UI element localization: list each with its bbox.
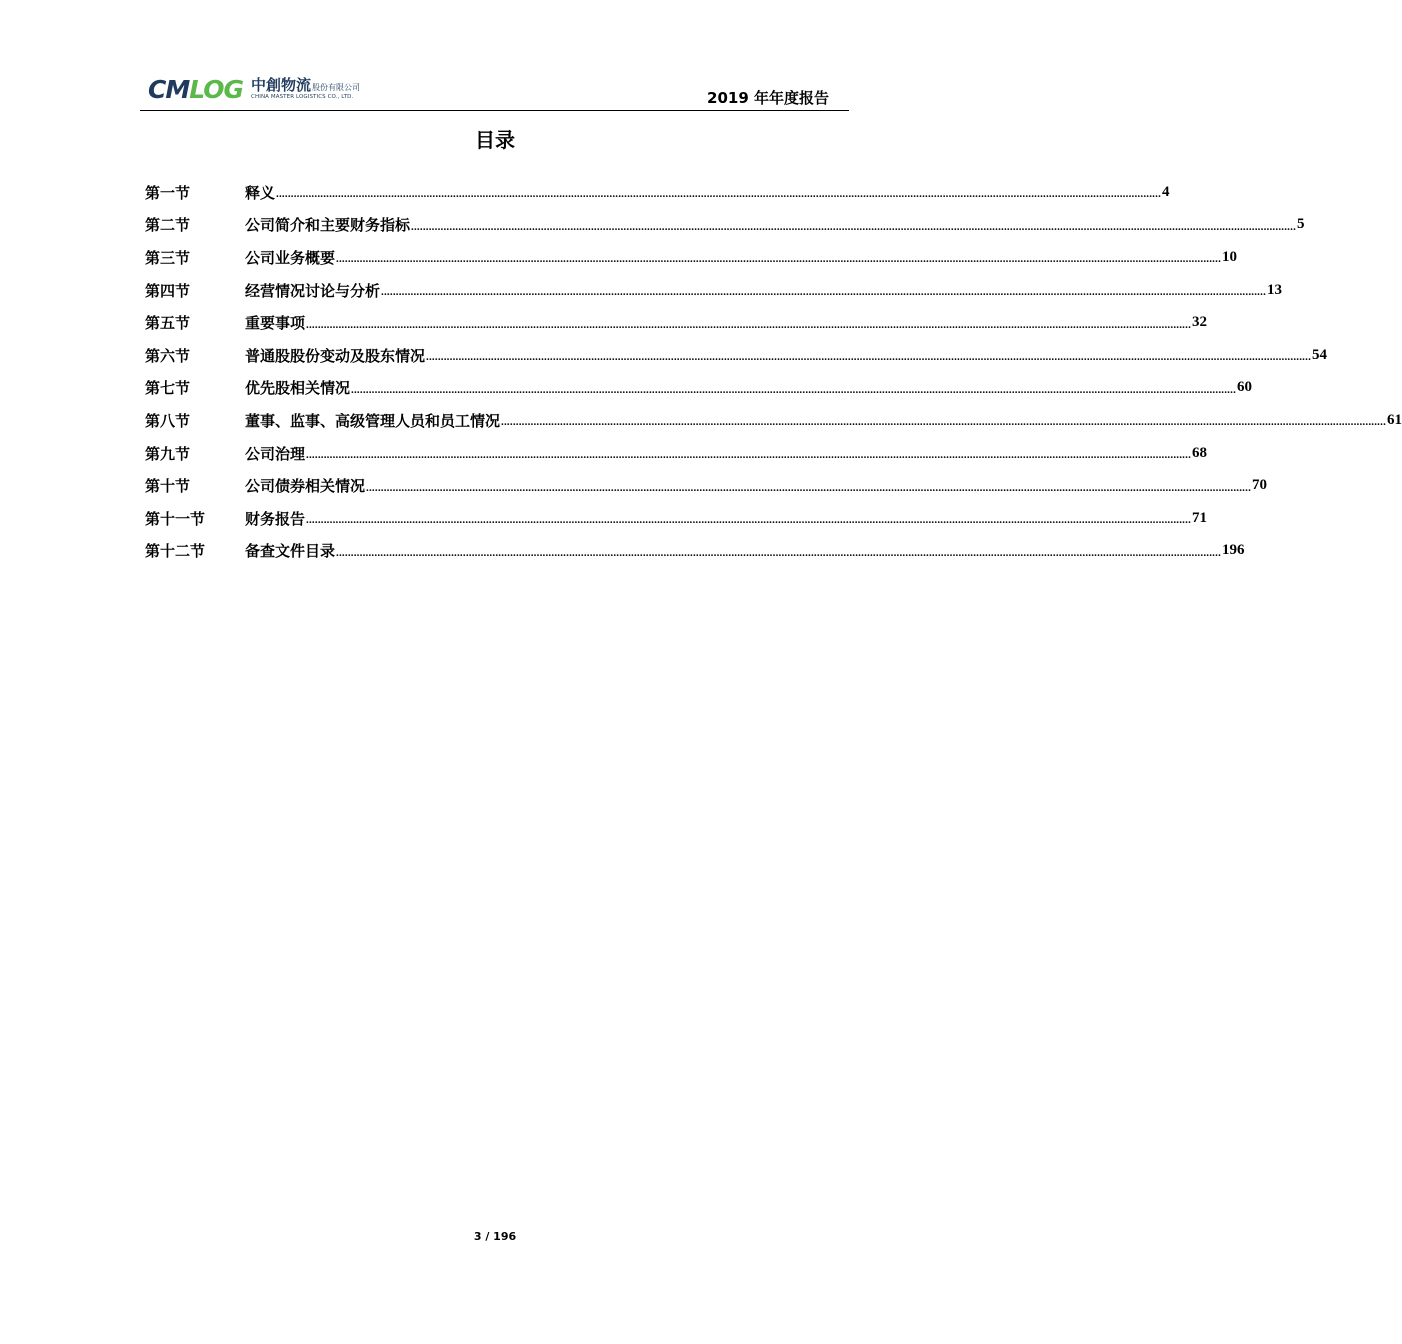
toc-page-number: 68 — [1192, 444, 1208, 461]
toc-section-number: 第三节 — [145, 248, 191, 267]
toc-dot-leader: ............................................................................................................................................................................................................................................................................................................ — [306, 449, 1192, 462]
toc-page-number: 70 — [1252, 477, 1268, 494]
toc-dot-leader: ............................................................................................................................................................................................................................................................................................................ — [306, 514, 1192, 527]
toc-entry[interactable] — [145, 437, 1208, 470]
toc-dot-leader: ............................................................................................................................................................................................................................................................................................................ — [426, 351, 1312, 364]
toc-dot-leader: ............................................................................................................................................................................................................................................................................................................ — [411, 220, 1297, 233]
toc-section-title: 备查文件目录 — [245, 542, 336, 561]
toc-page-number: 196 — [1222, 542, 1245, 559]
toc-section-title: 公司简介和主要财务指标 — [245, 216, 411, 235]
report-title: 2019 年年度报告 — [707, 89, 829, 107]
toc-section-title: 普通股股份变动及股东情况 — [245, 346, 426, 365]
toc-entry[interactable] — [145, 209, 1305, 242]
toc-page-number: 71 — [1192, 509, 1208, 526]
toc-dot-leader: ............................................................................................................................................................................................................................................................................................................ — [351, 383, 1237, 396]
company-logo — [148, 74, 360, 104]
toc-section-title: 公司业务概要 — [245, 248, 336, 267]
toc-section-title: 释义 — [245, 183, 276, 202]
toc-page-number: 61 — [1387, 411, 1402, 428]
toc-entry[interactable] — [145, 502, 1208, 535]
toc-section-number: 第八节 — [145, 411, 191, 430]
toc-section-number: 第十二节 — [145, 542, 206, 561]
toc-page-number: 4 — [1162, 183, 1170, 200]
toc-entry[interactable] — [145, 241, 1238, 274]
logo-english-name: CHINA MASTER LOGISTICS CO., LTD. — [251, 93, 354, 100]
toc-section-number: 第二节 — [145, 216, 191, 235]
toc-section-title: 经营情况讨论与分析 — [245, 281, 381, 300]
toc-section-number: 第五节 — [145, 314, 191, 333]
logo-chinese-name: 中創物流 — [251, 75, 312, 94]
toc-heading: 目录 — [475, 128, 515, 152]
toc-section-number: 第六节 — [145, 346, 191, 365]
toc-section-title: 公司治理 — [245, 444, 306, 463]
toc-dot-leader: ............................................................................................................................................................................................................................................................................................................ — [366, 481, 1252, 494]
toc-section-title: 董事、监事、高级管理人员和员工情况 — [245, 411, 501, 430]
toc-entry[interactable] — [145, 469, 1268, 502]
toc-dot-leader: ............................................................................................................................................................................................................................................................................................................ — [306, 318, 1192, 331]
table-of-contents — [145, 176, 1402, 567]
toc-section-number: 第一节 — [145, 183, 191, 202]
toc-entry[interactable] — [145, 404, 1402, 437]
toc-section-title: 公司债券相关情况 — [245, 477, 366, 496]
toc-page-number: 60 — [1237, 379, 1253, 396]
cmlog-logo-mark: CM LOG — [148, 74, 244, 104]
toc-section-title: 重要事项 — [245, 314, 306, 333]
toc-dot-leader: ............................................................................................................................................................................................................................................................................................................ — [336, 546, 1222, 559]
toc-page-number: 5 — [1297, 216, 1305, 233]
toc-dot-leader: ............................................................................................................................................................................................................................................................................................................ — [381, 286, 1267, 299]
toc-section-number: 第四节 — [145, 281, 191, 300]
page-number: 3 / 196 — [473, 1230, 517, 1243]
toc-entry[interactable] — [145, 535, 1245, 568]
toc-entry[interactable] — [145, 274, 1283, 307]
toc-section-number: 第七节 — [145, 379, 191, 398]
toc-dot-leader: ............................................................................................................................................................................................................................................................................................................ — [501, 416, 1387, 429]
toc-entry[interactable] — [145, 176, 1170, 209]
toc-section-number: 第十一节 — [145, 509, 206, 528]
toc-dot-leader: ............................................................................................................................................................................................................................................................................................................ — [336, 253, 1222, 266]
toc-section-title: 优先股相关情况 — [245, 379, 351, 398]
page-header — [140, 70, 849, 111]
toc-section-number: 第十节 — [145, 477, 191, 496]
toc-entry[interactable] — [145, 339, 1328, 372]
toc-section-title: 财务报告 — [245, 509, 306, 528]
toc-page-number: 32 — [1192, 314, 1208, 331]
logo-chinese-suffix: 股份有限公司 — [312, 82, 361, 92]
toc-page-number: 10 — [1222, 248, 1238, 265]
toc-entry[interactable] — [145, 306, 1208, 339]
logo-text — [251, 75, 361, 101]
toc-dot-leader: ............................................................................................................................................................................................................................................................................................................ — [276, 188, 1162, 201]
toc-page-number: 13 — [1267, 281, 1283, 298]
toc-section-number: 第九节 — [145, 444, 191, 463]
toc-entry[interactable] — [145, 372, 1253, 405]
toc-page-number: 54 — [1312, 346, 1328, 363]
